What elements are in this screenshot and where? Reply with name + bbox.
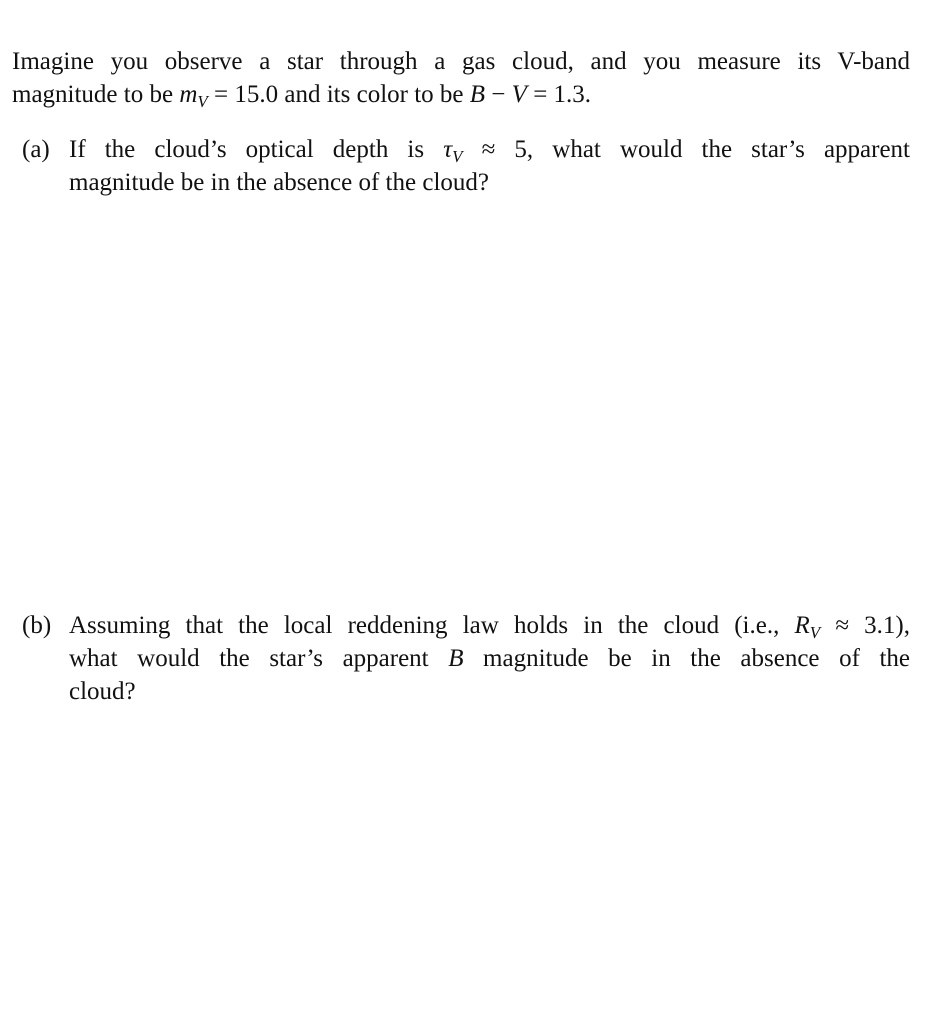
intro-text: = 1.3. [526, 81, 592, 108]
part-a-text [69, 133, 910, 199]
tau-symbol: τ [443, 136, 453, 163]
question-part-a [22, 133, 910, 199]
intro-paragraph [12, 45, 910, 111]
part-b-text [69, 609, 910, 708]
part-b-text-span: what would the star’s apparent [69, 645, 449, 672]
question-part-b [22, 609, 910, 708]
part-a-text-span: ≈ 5, what would the star’s apparent [462, 136, 911, 163]
part-b-text-span: ≈ 3.1), [820, 612, 911, 639]
r-symbol: R [794, 612, 810, 639]
part-a-label: (a) [22, 136, 50, 163]
part-a-line-2: magnitude be in the absence of the cloud? [69, 169, 489, 196]
part-b-text-span: magnitude be in the absence of the [463, 645, 910, 672]
part-b-label: (b) [22, 612, 52, 639]
part-a-text-span: If the cloud’s optical depth is [69, 136, 444, 163]
m-symbol: m [179, 81, 198, 108]
b-symbol: B [469, 81, 486, 108]
m-subscript: V [197, 92, 208, 111]
part-b-text-span: Assuming that the local reddening law holds in the cloud (i.e., [69, 612, 795, 639]
part-a-line-1 [69, 133, 910, 166]
minus-sign: − [485, 81, 512, 108]
v-symbol: V [511, 81, 527, 108]
b-symbol: B [448, 645, 464, 672]
intro-text: magnitude to be [12, 81, 180, 108]
r-subscript: V [809, 623, 821, 642]
tau-subscript: V [452, 147, 463, 166]
part-b-line-1 [69, 609, 910, 642]
intro-text: = 15.0 and its color to be [207, 81, 470, 108]
part-b-line-2 [69, 642, 910, 675]
part-b-line-3: cloud? [69, 678, 136, 705]
intro-line-1: Imagine you observe a star through a gas cloud, and you measure its V-band [12, 48, 910, 75]
intro-line-2 [12, 78, 910, 111]
